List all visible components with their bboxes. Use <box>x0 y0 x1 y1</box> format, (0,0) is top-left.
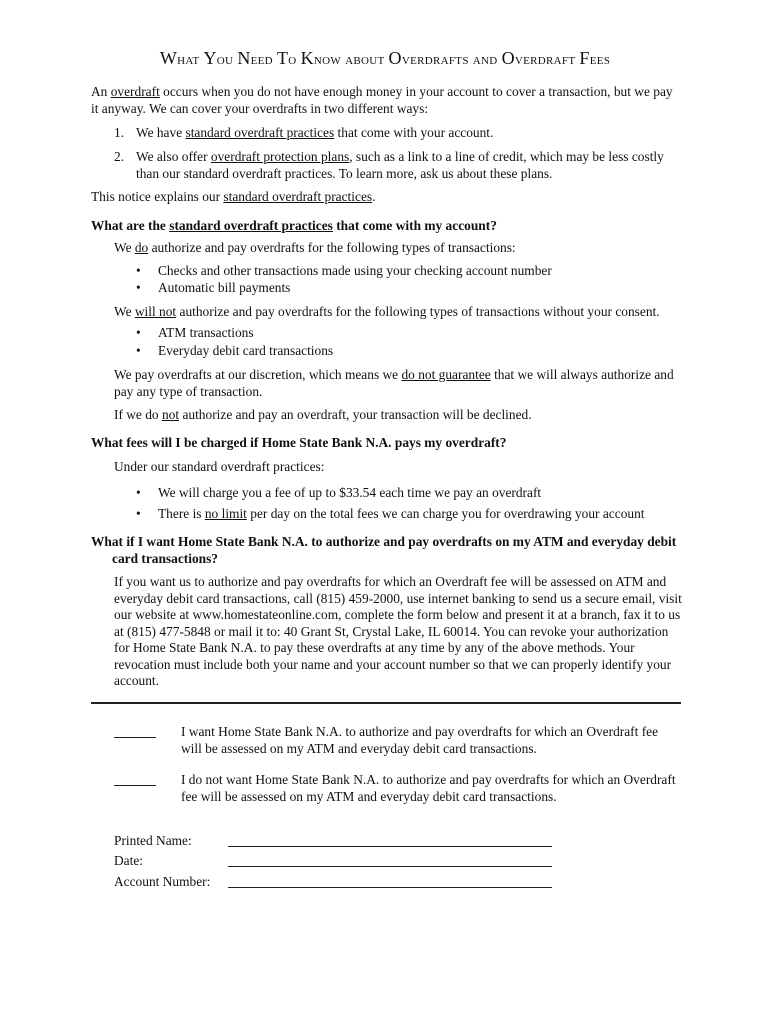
divider <box>91 702 681 704</box>
list-item: • Everyday debit card transactions <box>136 343 334 358</box>
date-field[interactable] <box>228 866 552 867</box>
list-item: • ATM transactions <box>136 325 254 340</box>
opt-out-text: I do not want Home State Bank N.A. to authorize and pay overdrafts for which an Overdraft fee will be assessed on my ATM and everyday debit card transactions. <box>181 772 676 804</box>
intro-paragraph: An overdraft occurs when you do not have enough money in your account to cover a transaction, but we pay it anyway. We can cover your overdrafts in two different ways: <box>91 84 673 116</box>
list-item: • There is no limit per day on the total fees we can charge you for overdrawing your account <box>136 506 645 521</box>
date-label: Date: <box>114 853 143 868</box>
account-number-field[interactable] <box>228 887 552 888</box>
section1-heading: What are the standard overdraft practices that come with my account? <box>91 218 497 233</box>
discretion-text: We pay overdrafts at our discretion, which means we do not guarantee that we will always authorize and pay any type of transaction. <box>114 367 674 399</box>
opt-out-blank[interactable] <box>114 785 156 786</box>
list-item: • We will charge you a fee of up to $33.54 each time we pay an overdraft <box>136 485 542 500</box>
list-item: 1. We have standard overdraft practices that come with your account. <box>114 125 494 140</box>
opt-in-text: I want Home State Bank N.A. to authorize and pay overdrafts for which an Overdraft fee will be assessed on my ATM and everyday debit card transactions. <box>181 724 659 756</box>
page-title: What You Need To Know about Overdrafts and Overdraft Fees <box>159 48 611 68</box>
printed-name-field[interactable] <box>228 846 552 847</box>
opt-in-blank[interactable] <box>114 737 156 738</box>
under-practices-text: Under our standard overdraft practices: <box>114 459 325 474</box>
declined-text: If we do not authorize and pay an overdraft, your transaction will be declined. <box>114 407 532 422</box>
account-number-label: Account Number: <box>114 874 211 889</box>
do-authorize-text: We do authorize and pay overdrafts for the following types of transactions: <box>114 240 516 255</box>
list-item: • Automatic bill payments <box>136 280 291 295</box>
section2-heading: What fees will I be charged if Home State Bank N.A. pays my overdraft? <box>91 435 507 450</box>
will-not-authorize-text: We will not authorize and pay overdrafts for the following types of transactions without your consent. <box>114 304 660 319</box>
authorization-instructions: If you want us to authorize and pay overdrafts for which an Overdraft fee will be assessed on ATM and everyday debit card transactions, call (815) 459-2000, use internet banking to send us a secure email, visit our website at www.homestateonline.com, complete the form below and present it at a branch, fax it to us at (815) 477-5848 or mail it to: 40 Grant St, Crystal Lake, IL 60014. You can revoke your authorization for Home State Bank N.A. to pay these overdrafts at any time by any of the above methods. Your revocation must include both your name and your account number so that we can properly identify your account. <box>114 574 682 688</box>
section3-heading: What if I want Home State Bank N.A. to authorize and pay overdrafts on my ATM and everyday debit card transactions? <box>91 534 677 566</box>
notice-text: This notice explains our standard overdraft practices. <box>91 189 376 204</box>
printed-name-label: Printed Name: <box>114 833 192 848</box>
list-item: 2. We also offer overdraft protection plans, such as a link to a line of credit, which may be less costly than our standard overdraft practices. To learn more, ask us about these plans. <box>114 149 664 181</box>
list-item: • Checks and other transactions made using your checking account number <box>136 263 552 278</box>
